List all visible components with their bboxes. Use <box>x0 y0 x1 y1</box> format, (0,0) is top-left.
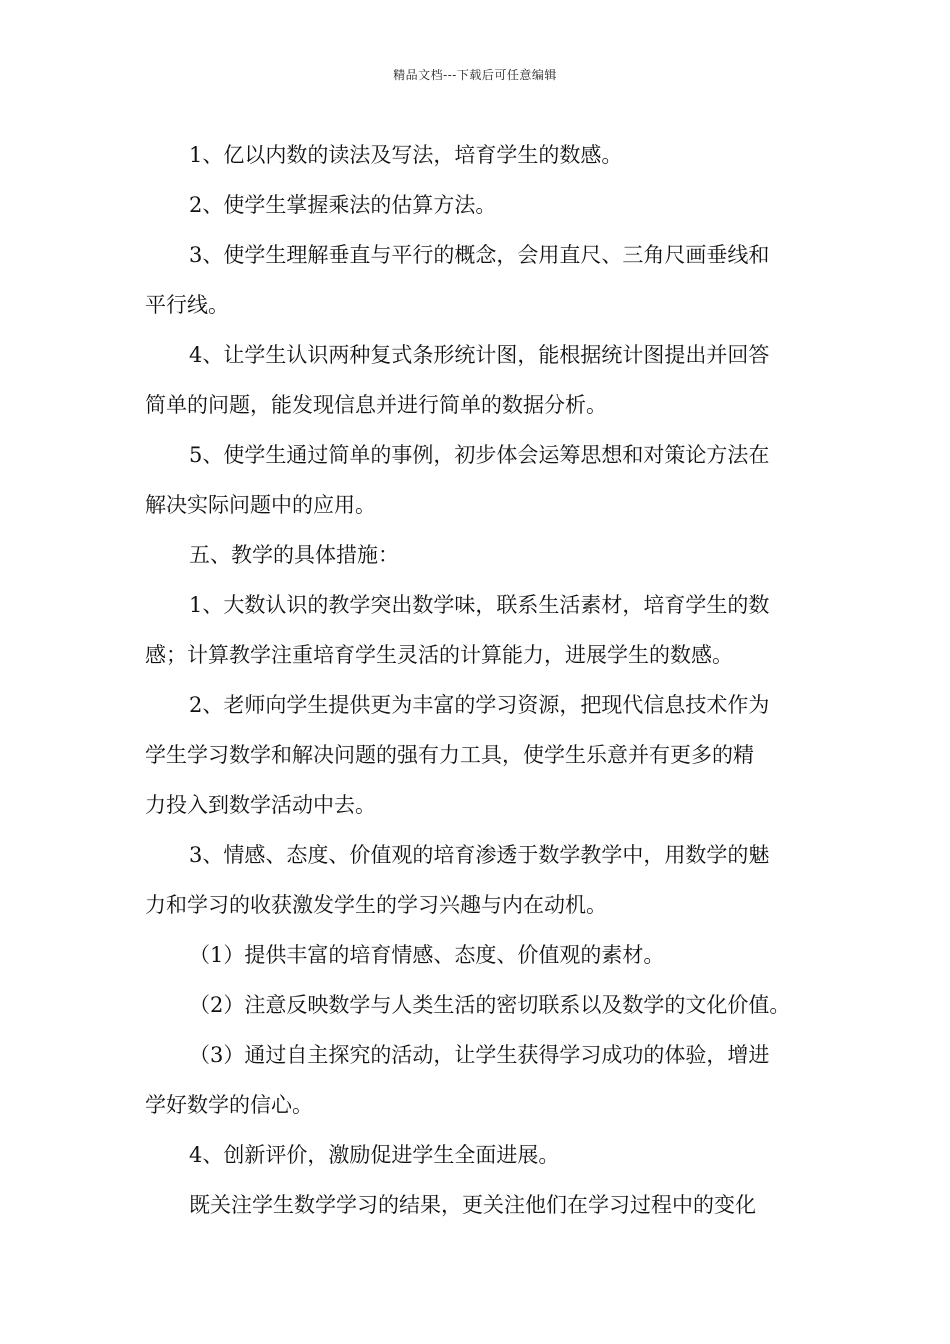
paragraph <box>145 1180 815 1230</box>
page-header: 精品文档---下载后可任意编辑 <box>393 68 557 82</box>
paragraph-line: （2）注意反映数学与人类生活的密切联系以及数学的文化价值。 <box>189 993 791 1017</box>
paragraph-line: 3、情感、态度、价值观的培育渗透于数学教学中，用数学的魅 <box>189 843 770 867</box>
paragraph <box>145 230 815 330</box>
paragraph-line: 1、大数认识的教学突出数学味，联系生活素材，培育学生的数 <box>189 593 770 617</box>
paragraph-line: 简单的问题，能发现信息并进行简单的数据分析。 <box>145 393 607 417</box>
sub-item <box>145 930 815 980</box>
paragraph <box>145 330 815 430</box>
paragraph-line: （3）通过自主探究的活动，让学生获得学习成功的体验，增进 <box>189 1043 770 1067</box>
paragraph <box>145 430 815 530</box>
paragraph-line: 平行线。 <box>145 293 229 317</box>
paragraph-line: 2、使学生掌握乘法的估算方法。 <box>189 193 497 217</box>
paragraph-line: 2、老师向学生提供更为丰富的学习资源，把现代信息技术作为 <box>189 693 770 717</box>
paragraph <box>145 130 815 180</box>
paragraph <box>145 680 815 830</box>
paragraph-line: 既关注学生数学学习的结果，更关注他们在学习过程中的变化 <box>189 1193 756 1217</box>
paragraph <box>145 830 815 930</box>
paragraph-line: 5、使学生通过简单的事例，初步体会运筹思想和对策论方法在 <box>189 443 770 467</box>
paragraph-line: 1、亿以内数的读法及写法，培育学生的数感。 <box>189 143 623 167</box>
paragraph-line: 解决实际问题中的应用。 <box>145 493 376 517</box>
paragraph-line: 4、让学生认识两种复式条形统计图，能根据统计图提出并回答 <box>189 343 770 367</box>
document-body <box>145 130 815 1230</box>
paragraph <box>145 180 815 230</box>
paragraph-line: 3、使学生理解垂直与平行的概念，会用直尺、三角尺画垂线和 <box>189 243 770 267</box>
paragraph-line: 4、创新评价，激励促进学生全面进展。 <box>189 1143 560 1167</box>
paragraph-line: 学好数学的信心。 <box>145 1093 313 1117</box>
paragraph-line: 五、教学的具体措施： <box>189 543 399 567</box>
sub-item <box>145 1030 815 1130</box>
paragraph-line: 力和学习的收获激发学生的学习兴趣与内在动机。 <box>145 893 607 917</box>
paragraph <box>145 580 815 680</box>
section-heading <box>145 530 815 580</box>
paragraph-line: （1）提供丰富的培育情感、态度、价值观的素材。 <box>189 943 665 967</box>
paragraph-line: 学生学习数学和解决问题的强有力工具，使学生乐意并有更多的精 <box>145 743 754 767</box>
paragraph <box>145 1130 815 1180</box>
sub-item <box>145 980 815 1030</box>
paragraph-line: 力投入到数学活动中去。 <box>145 793 376 817</box>
paragraph-line: 感；计算教学注重培育学生灵活的计算能力，进展学生的数感。 <box>145 643 733 667</box>
